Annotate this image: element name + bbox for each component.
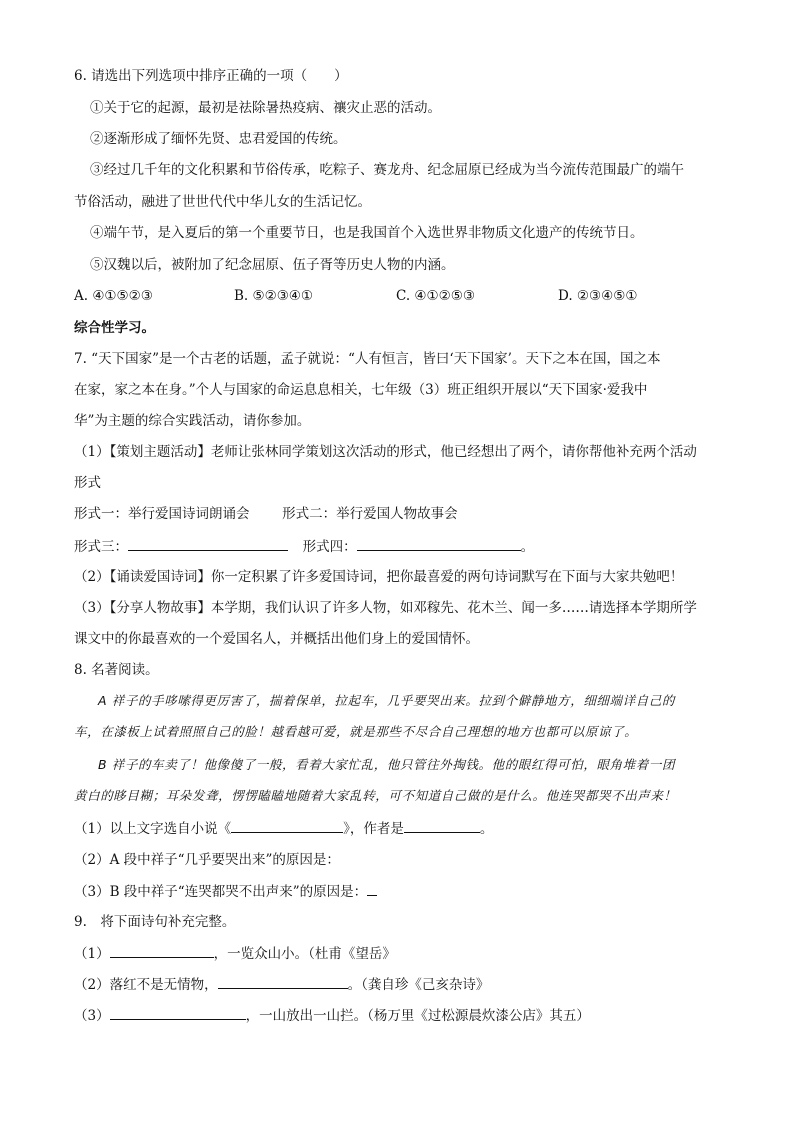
- q9-line3: [74, 1005, 724, 1026]
- q8-sub1-prefix: （1）以上文字选自小说《: [74, 821, 232, 837]
- q7-part1-1: （1）【策划主题活动】老师让张林同学策划这次活动的形式，他已经想出了两个，请你帮他补充两个活动: [74, 444, 697, 460]
- q6-options: [74, 286, 724, 306]
- q7-part3-1: （3）【分享人物故事】本学期，我们认识了许多人物，如邓稼先、花木兰、闻一多……请选择本学期所学: [74, 600, 697, 616]
- form-three-blank[interactable]: [128, 536, 288, 551]
- form-three-label: 形式三：: [74, 539, 128, 555]
- form-two: 形式二：举行爱国人物故事会: [282, 506, 458, 522]
- q7-forms-blank: [74, 536, 724, 557]
- q6-item-4: ④端午节，是入夏后的第一个重要节日，也是我国首个入选世界非物质文化遗产的传统节日。: [90, 225, 644, 241]
- q8-sub1-middle: 》，作者是: [343, 821, 404, 837]
- q9-line1-prefix: （1）: [74, 946, 110, 962]
- q7-part2: （2）【诵读爱国诗词】你一定积累了许多爱国诗词，把你最喜爱的两句诗词默写在下面与大家共勉吧！: [74, 569, 684, 585]
- q6-item-2: ②逐渐形成了缅怀先贤、忠君爱国的传统。: [90, 131, 347, 147]
- q6-item-3: ③经过几千年的文化积累和节俗传承，吃粽子、赛龙舟、纪念屈原已经成为当今流传范围最广的端午: [90, 162, 684, 178]
- q9-line3-prefix: （3）: [74, 1008, 110, 1024]
- section-title: 综合性学习。: [74, 320, 155, 336]
- form-four-blank[interactable]: [357, 536, 521, 551]
- q9-line2-suffix: 。（龚自珍《己亥杂诗》: [347, 977, 490, 993]
- q7-part1-2: 形式: [74, 475, 101, 491]
- q9-line1: [74, 943, 724, 964]
- q9-line1-suffix: ，一览众山小。（杜甫《望岳》: [213, 946, 396, 962]
- q6-option-c[interactable]: C. ④①②⑤③: [396, 288, 475, 304]
- q6-item-5: ⑤汉魏以后，被附加了纪念屈原、伍子胥等历史人物的内涵。: [90, 257, 455, 273]
- q6-option-d[interactable]: D. ②③④⑤①: [558, 288, 638, 304]
- q6-item-1: ①关于它的起源，最初是祛除暑热疫病、禳灾止恶的活动。: [90, 100, 441, 116]
- novel-title-blank[interactable]: [231, 818, 343, 833]
- q8-sub1-end: 。: [479, 821, 494, 837]
- q8-sub1: [74, 818, 724, 839]
- poem-blank-1[interactable]: [110, 943, 214, 958]
- q8-passage-a-1: A 祥子的手哆嗦得更厉害了，揣着保单，拉起车，几乎要哭出来。拉到个僻静地方，细细端详自己的: [98, 693, 676, 708]
- q8-passage-a-2: 车，在漆板上试着照照自己的脸！越看越可爱，就是那些不尽合自己理想的地方也都可以原谅了。: [74, 724, 638, 739]
- q8-passage-b-2: 黄白的眵目糊；耳朵发聋，愣愣瞌瞌地随着大家乱转，可不知道自己做的是什么。他连哭都哭不出声来！: [74, 788, 677, 803]
- q8-sub3-text: （3）B 段中祥子“连哭都哭不出声来”的原因是：: [74, 884, 368, 900]
- q7-forms-given: [74, 504, 724, 524]
- q7-part3-2: 课文中的你最喜欢的一个爱国名人，并概括出他们身上的爱国情怀。: [74, 631, 479, 647]
- q8-passage-b-1: B 祥子的车卖了！他像傻了一般，看着大家忙乱，他只管往外掏钱。他的眼红得可怕，眼角堆着一团: [98, 757, 676, 772]
- q8-stem: 8. 名著阅读。: [74, 662, 159, 678]
- q7-stem-1: 7. “天下国家”是一个古老的话题，孟子就说：“人有恒言，皆曰‘天下国家’。天下之本在国，国之本: [74, 351, 661, 367]
- q6-option-b[interactable]: B. ⑤②③④①: [234, 288, 314, 304]
- poem-blank-3[interactable]: [110, 1005, 246, 1020]
- q7-stem-3: 华”为主题的综合实践活动，请你参加。: [74, 413, 311, 429]
- q9-line2: [74, 974, 724, 995]
- q8-sub3: [74, 881, 724, 902]
- poem-blank-2[interactable]: [218, 974, 348, 989]
- q6-stem: 6. 请选出下列选项中排序正确的一项（ ）: [74, 68, 348, 84]
- q9-stem: 9. 将下面诗句补充完整。: [74, 914, 236, 930]
- q9-line3-suffix: ，一山放出一山拦。（杨万里《过松源晨炊漆公店》其五）: [245, 1008, 590, 1024]
- q8-sub3-blank[interactable]: [367, 881, 377, 896]
- q9-line2-prefix: （2）落红不是无情物，: [74, 977, 218, 993]
- form-four-end: 。: [520, 539, 535, 555]
- author-blank[interactable]: [404, 818, 480, 833]
- q6-option-a[interactable]: A. ④①⑤②③: [74, 288, 153, 304]
- q7-stem-2: 在家，家之本在身。”个人与国家的命运息息相关，七年级（3）班正组织开展以“天下国家·爱我中: [74, 382, 648, 398]
- q8-sub2: （2）A 段中祥子“几乎要哭出来”的原因是：: [74, 852, 340, 868]
- form-four-label: 形式四：: [302, 539, 357, 555]
- q6-item-3-cont: 节俗活动，融进了世世代代中华儿女的生活记忆。: [74, 194, 371, 210]
- form-one: 形式一：举行爱国诗词朗诵会: [74, 506, 250, 522]
